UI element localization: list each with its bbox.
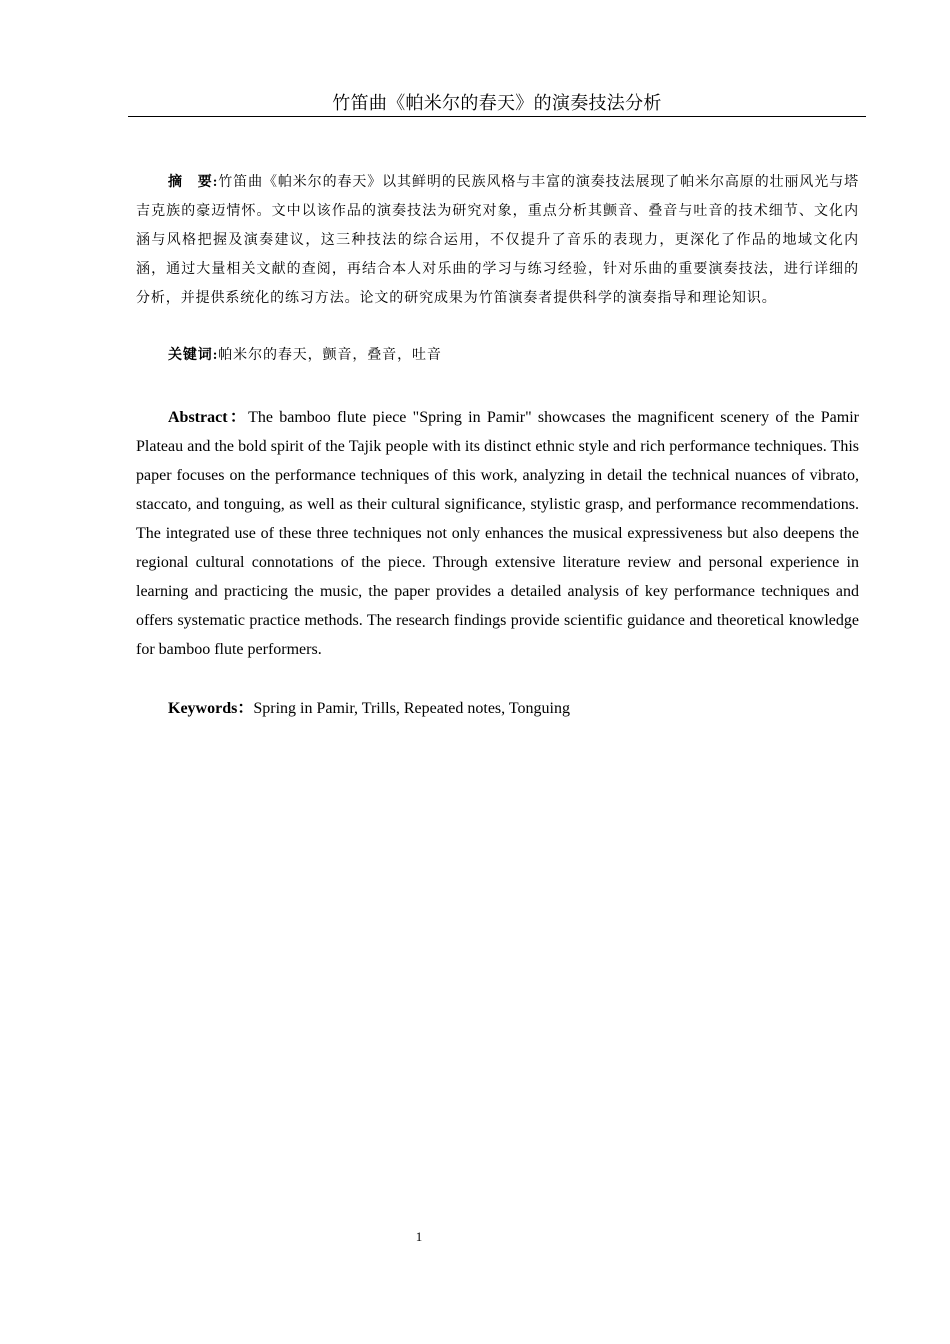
english-abstract-text: The bamboo flute piece "Spring in Pamir" showcases the magnificent scenery of the Pamir Plateau and the bold spirit of the Tajik people with its distinct ethnic style and rich performance techniques. This paper focuses on the performance techniques of this work, analyzing in detail the technical nuances of vibrato, staccato, and tonguing, as well as their cultural significance, stylistic grasp, and performance recommendations. The integrated use of these three techniques not only enhances the musical expressiveness but also deepens the regional cultural connotations of the piece. Through extensive literature review and personal experience in learning and practicing the music, the paper provides a detailed analysis of key performance techniques and offers systematic practice methods. The research findings provide scientific guidance and theoretical knowledge for bamboo flute performers. xyxy=(136,409,859,658)
chinese-keywords-text: 帕米尔的春天，颤音，叠音，吐音 xyxy=(218,348,442,363)
running-header-title: 竹笛曲《帕米尔的春天》的演奏技法分析 xyxy=(332,93,662,113)
page-number: 1 xyxy=(415,1229,423,1244)
english-abstract-label: Abstract xyxy=(168,409,228,426)
chinese-abstract-label: 摘 要 xyxy=(168,175,213,190)
chinese-abstract-text: 竹笛曲《帕米尔的春天》以其鲜明的民族风格与丰富的演奏技法展现了帕米尔高原的壮丽风光与塔吉克族的豪迈情怀。文中以该作品的演奏技法为研究对象，重点分析其颤音、叠音与吐音的技术细节、文化内涵与风格把握及演奏建议，这三种技法的综合运用，不仅提升了音乐的表现力，更深化了作品的地域文化内涵，通过大量相关文献的查阅，再结合本人对乐曲的学习与练习经验，针对乐曲的重要演奏技法，进行详细的分析，并提供系统化的练习方法。论文的研究成果为竹笛演奏者提供科学的演奏指导和理论知识。 xyxy=(136,175,859,306)
running-header xyxy=(128,90,866,117)
chinese-abstract xyxy=(136,168,859,313)
chinese-keywords xyxy=(136,341,859,370)
english-abstract-label-separator: ： xyxy=(227,409,249,426)
abstract-content xyxy=(136,168,859,723)
english-keywords-label-separator: ： xyxy=(237,700,254,717)
english-keywords-label: Keywords xyxy=(168,700,238,717)
english-abstract xyxy=(136,403,859,664)
chinese-abstract-label-separator: : xyxy=(212,175,219,190)
english-keywords xyxy=(136,694,859,723)
chinese-keywords-label: 关键词: xyxy=(168,348,219,363)
english-keywords-text: Spring in Pamir, Trills, Repeated notes, Tonguing xyxy=(253,700,570,717)
